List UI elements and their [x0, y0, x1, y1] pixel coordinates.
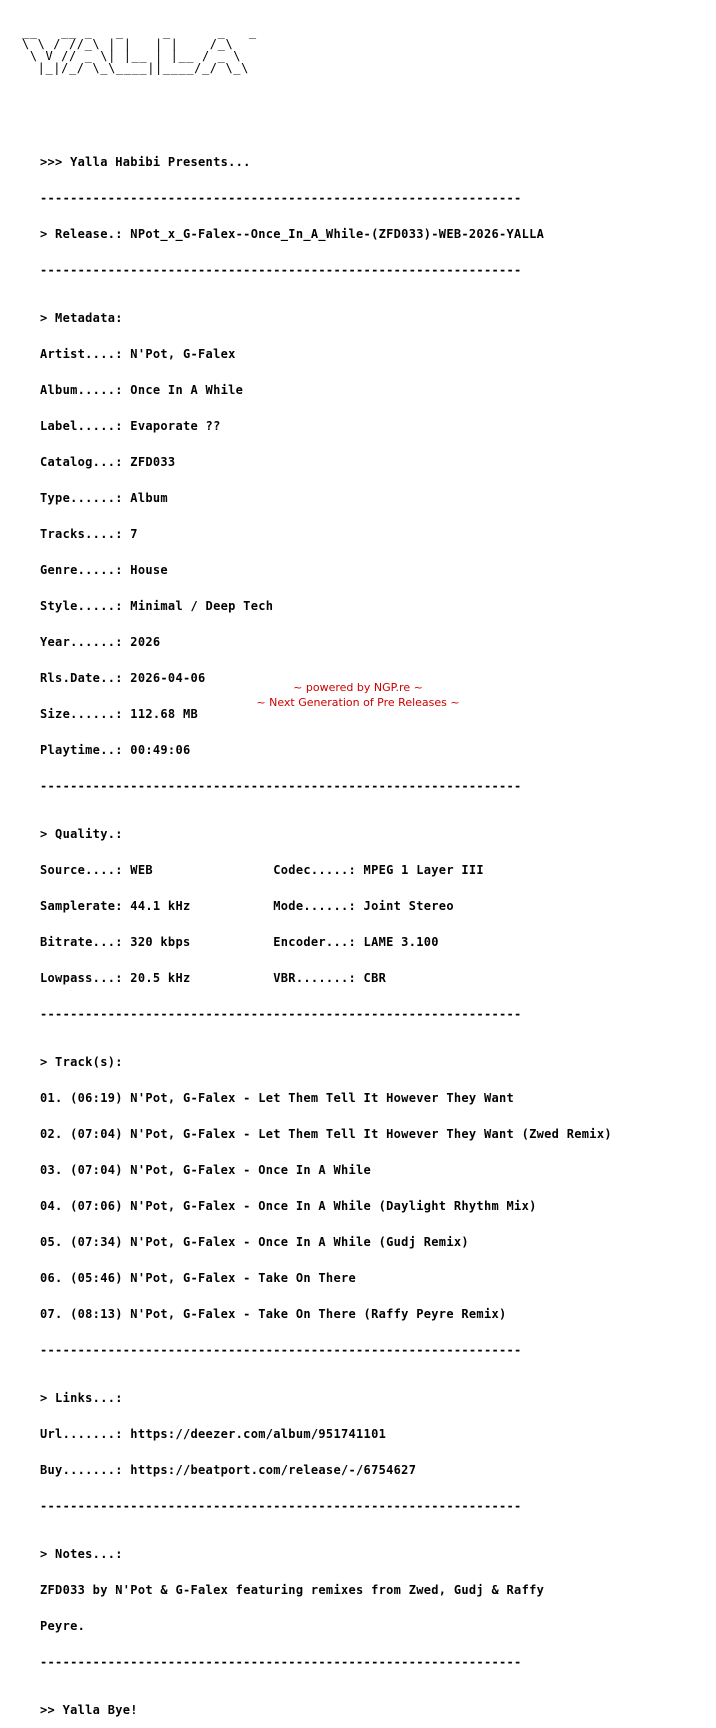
notes-header: > Notes...:	[40, 1547, 123, 1561]
quality-line: Lowpass...: 20.5 kHz VBR.......: CBR	[40, 971, 387, 985]
separator: ----------------------------------------------------------------	[40, 1499, 522, 1513]
track-line: 01. (06:19) N'Pot, G-Falex - Let Them Tell It However They Want	[40, 1091, 515, 1105]
links-header: > Links...:	[40, 1391, 123, 1405]
logo-line: __ __ _ _ _ _ _	[22, 25, 257, 39]
separator: ----------------------------------------------------------------	[40, 263, 522, 277]
metadata-year: Year......: 2026	[40, 635, 161, 649]
separator: ----------------------------------------------------------------	[40, 1343, 522, 1357]
logo-line: |_|/_/ \_\____||____/_/ \_\	[22, 61, 249, 75]
separator: ----------------------------------------------------------------	[40, 1007, 522, 1021]
metadata-style: Style.....: Minimal / Deep Tech	[40, 599, 274, 613]
track-line: 05. (07:34) N'Pot, G-Falex - Once In A While (Gudj Remix)	[40, 1235, 469, 1249]
track-line: 02. (07:04) N'Pot, G-Falex - Let Them Tell It However They Want (Zwed Remix)	[40, 1127, 612, 1141]
nfo-body	[40, 132, 612, 1728]
yalla-ascii-logo	[22, 26, 257, 74]
metadata-type: Type......: Album	[40, 491, 168, 505]
separator: ----------------------------------------------------------------	[40, 191, 522, 205]
metadata-tracks: Tracks....: 7	[40, 527, 138, 541]
notes-line: Peyre.	[40, 1619, 86, 1633]
separator: ----------------------------------------------------------------	[40, 779, 522, 793]
footer-powered[interactable]: ~ powered by NGP.re ~	[293, 681, 423, 694]
track-line: 06. (05:46) N'Pot, G-Falex - Take On There	[40, 1271, 357, 1285]
metadata-album: Album.....: Once In A While	[40, 383, 244, 397]
track-line: 07. (08:13) N'Pot, G-Falex - Take On There (Raffy Peyre Remix)	[40, 1307, 507, 1321]
quality-line: Bitrate...: 320 kbps Encoder...: LAME 3.100	[40, 935, 439, 949]
metadata-catalog: Catalog...: ZFD033	[40, 455, 176, 469]
metadata-header: > Metadata:	[40, 311, 123, 325]
intro-line: >>> Yalla Habibi Presents...	[40, 155, 251, 169]
release-line: > Release.: NPot_x_G-Falex--Once_In_A_While-(ZFD033)-WEB-2026-YALLA	[40, 227, 545, 241]
metadata-size: Size......: 112.68 MB	[40, 707, 199, 721]
metadata-artist: Artist....: N'Pot, G-Falex	[40, 347, 236, 361]
tracks-header: > Track(s):	[40, 1055, 123, 1069]
metadata-rls-date: Rls.Date..: 2026-04-06	[40, 671, 206, 685]
outro-line: >> Yalla Bye!	[40, 1703, 138, 1717]
link-url: Url.......: https://deezer.com/album/951741101	[40, 1427, 387, 1441]
footer-tagline: ~ Next Generation of Pre Releases ~	[256, 696, 460, 709]
metadata-playtime: Playtime..: 00:49:06	[40, 743, 191, 757]
metadata-genre: Genre.....: House	[40, 563, 168, 577]
quality-header: > Quality.:	[40, 827, 123, 841]
logo-line: \ V // _ \| |__ | |__ / _ \	[22, 49, 242, 63]
quality-line: Samplerate: 44.1 kHz Mode......: Joint Stereo	[40, 899, 454, 913]
metadata-label: Label.....: Evaporate ??	[40, 419, 221, 433]
logo-line: \ \ / //_\ | | | | /_\	[22, 37, 234, 51]
separator: ----------------------------------------------------------------	[40, 1655, 522, 1669]
quality-line: Source....: WEB Codec.....: MPEG 1 Layer III	[40, 863, 484, 877]
track-line: 04. (07:06) N'Pot, G-Falex - Once In A While (Daylight Rhythm Mix)	[40, 1199, 537, 1213]
footer	[0, 680, 716, 710]
notes-line: ZFD033 by N'Pot & G-Falex featuring remixes from Zwed, Gudj & Raffy	[40, 1583, 545, 1597]
link-buy: Buy.......: https://beatport.com/release/-/6754627	[40, 1463, 417, 1477]
track-line: 03. (07:04) N'Pot, G-Falex - Once In A While	[40, 1163, 372, 1177]
